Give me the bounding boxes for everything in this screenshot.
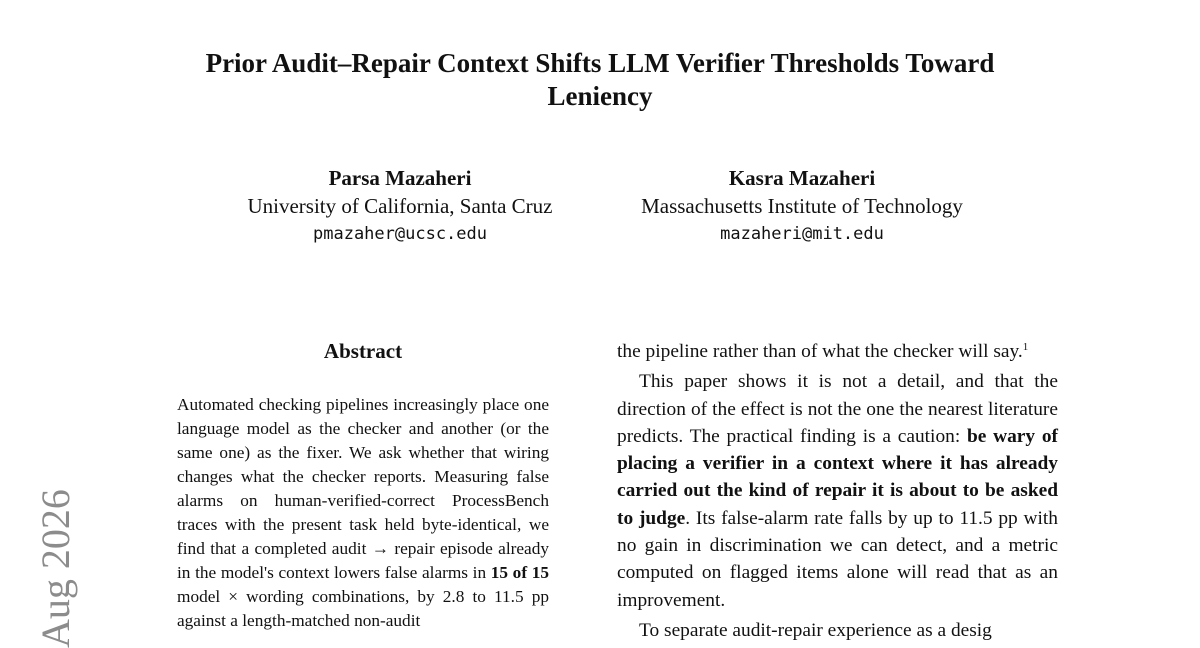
arxiv-side-stamp: Aug 2026 — [33, 489, 78, 648]
abstract-text-part: Automated checking pipelines increasingly place one language model as the checker and another (or the same one) as the fixer. We ask whether that wiring changes what the checker reports. Measuring false alarms on human-verified-correct ProcessBench traces with the present task held byte-identical, we find that a completed audit → repair episode already in the model's context lowers false alarms in — [177, 395, 549, 582]
author-name: Parsa Mazaheri — [328, 166, 472, 190]
author-block-1 — [200, 164, 600, 248]
abstract-text — [177, 393, 549, 633]
abstract-bold-count: 15 of 15 — [490, 563, 549, 582]
paragraph-text: To separate audit-repair experience as a desig — [639, 619, 992, 641]
abstract-text-part: model × wording combinations, by 2.8 to 11.5 pp against a length-matched non-audit — [177, 587, 549, 630]
paper-title: Prior Audit–Repair Context Shifts LLM Verifier Thresholds Toward Leniency — [205, 48, 995, 111]
paragraph-bold-caution: be wary of placing a verifier in a context where it has already carried out the kind of repair it is about to be asked to judge — [617, 425, 1058, 529]
paragraph-1 — [617, 338, 1058, 365]
paragraph-text: . Its false-alarm rate falls by up to 11.5 pp with no gain in discrimination we can detect, and a metric computed on flagged items alone will read that as an improvement. — [617, 507, 1058, 611]
paragraph-text: the pipeline rather than of what the checker will say. — [617, 341, 1023, 362]
author-affiliation: Massachusetts Institute of Technology — [641, 194, 963, 218]
paragraph-text: This paper shows it is not a detail, and that the direction of the effect is not the one the nearest literature predicts. The practical finding is a caution: — [617, 371, 1058, 447]
author-block-2 — [602, 164, 1002, 248]
right-column — [617, 338, 1058, 644]
author-affiliation: University of California, Santa Cruz — [247, 194, 553, 218]
author-email: mazaheri@mit.edu — [720, 224, 884, 244]
paragraph-3 — [617, 617, 1058, 644]
author-email: pmazaher@ucsc.edu — [313, 224, 487, 244]
footnote-marker: 1 — [1022, 341, 1029, 353]
paragraph-2 — [617, 368, 1058, 614]
author-name: Kasra Mazaheri — [728, 166, 876, 190]
abstract-heading: Abstract — [323, 339, 403, 363]
